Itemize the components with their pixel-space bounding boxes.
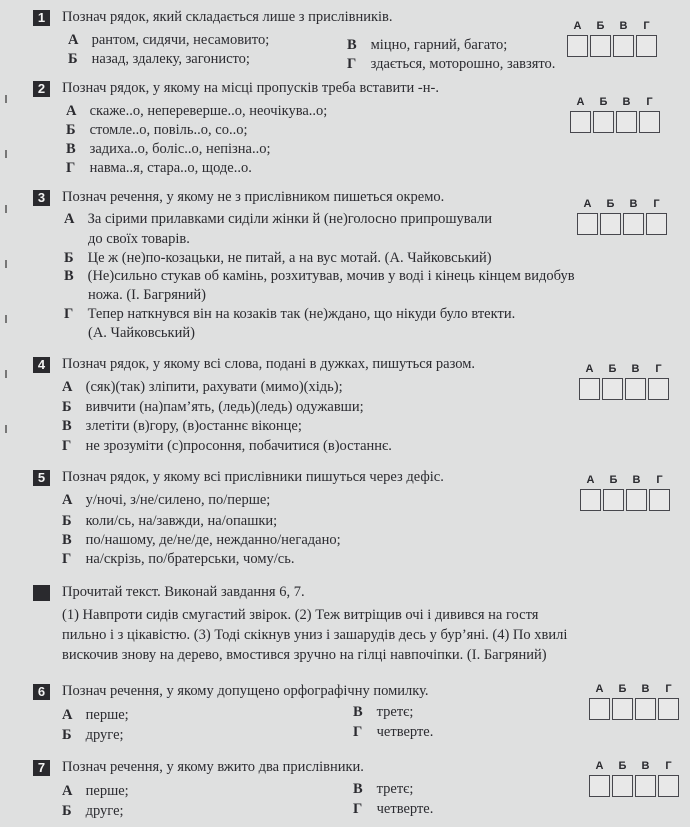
answer-cell[interactable] bbox=[567, 35, 588, 57]
option-letter: Б bbox=[64, 250, 74, 266]
grid-letter: Г bbox=[653, 198, 660, 210]
grid-letter: Г bbox=[655, 363, 662, 375]
option-text: коли/сь, на/завжди, на/опашки; bbox=[85, 513, 278, 529]
option-a[interactable] bbox=[66, 103, 327, 120]
margin-mark bbox=[5, 150, 7, 158]
option-text: задиха..о, боліс..о, непізна..о; bbox=[89, 141, 271, 157]
grid-letter: В bbox=[632, 474, 641, 486]
option-a[interactable] bbox=[68, 32, 269, 49]
option-g[interactable] bbox=[66, 160, 252, 177]
option-letter: Б bbox=[62, 513, 72, 529]
answer-grid bbox=[588, 760, 680, 800]
grid-letter: Г bbox=[646, 96, 653, 108]
reading-line: пильно і з цікавістю. (3) Тоді скікнув униз і зашарудів десь у бур’яні. (4) По хвилі bbox=[62, 627, 568, 643]
option-letter: Г bbox=[64, 306, 74, 322]
grid-letter: В bbox=[641, 683, 650, 695]
option-g[interactable] bbox=[62, 438, 392, 455]
option-v[interactable] bbox=[62, 532, 341, 549]
answer-grid-header bbox=[569, 96, 661, 110]
option-letter: А bbox=[62, 783, 73, 799]
option-v[interactable] bbox=[353, 781, 413, 798]
grid-letter: А bbox=[583, 198, 592, 210]
answer-grid-header bbox=[588, 683, 680, 697]
answer-cell[interactable] bbox=[649, 489, 670, 511]
option-letter: В bbox=[62, 418, 72, 434]
task-number: 4 bbox=[33, 357, 50, 373]
option-letter: В bbox=[66, 141, 76, 157]
grid-letter: В bbox=[631, 363, 640, 375]
option-letter: Б bbox=[66, 122, 76, 138]
option-g[interactable] bbox=[353, 724, 433, 741]
option-v[interactable] bbox=[353, 704, 413, 721]
task-number: 3 bbox=[33, 190, 50, 206]
grid-letter: А bbox=[595, 683, 604, 695]
grid-letter: А bbox=[586, 474, 595, 486]
grid-letter: Б bbox=[606, 198, 615, 210]
option-text: на/скрізь, по/братерськи, чому/сь. bbox=[85, 551, 295, 567]
option-g-continued: (А. Чайковський) bbox=[88, 325, 195, 341]
option-letter: А bbox=[68, 32, 79, 48]
answer-cell[interactable] bbox=[658, 775, 679, 797]
grid-letter: Б bbox=[618, 760, 627, 772]
grid-letter: Г bbox=[643, 20, 650, 32]
option-letter: Г bbox=[353, 724, 363, 740]
option-text: друге; bbox=[85, 803, 124, 819]
answer-cell[interactable] bbox=[623, 213, 644, 235]
answer-cell[interactable] bbox=[600, 213, 621, 235]
grid-letter: Б bbox=[608, 363, 617, 375]
task-question: Познач речення, у якому допущено орфографічну помилку. bbox=[62, 683, 429, 699]
answer-grid-header bbox=[588, 760, 680, 774]
answer-cell[interactable] bbox=[635, 775, 656, 797]
option-letter: В bbox=[347, 37, 357, 53]
grid-letter: В bbox=[641, 760, 650, 772]
option-text: (Не)сильно стукав об камінь, розхитував, мочив у воді і кінець кінцем видобув bbox=[87, 268, 575, 284]
reading-marker bbox=[33, 585, 50, 601]
grid-letter: Г bbox=[656, 474, 663, 486]
option-g[interactable] bbox=[62, 551, 294, 568]
reading-line: (1) Навпроти сидів смугастий звірок. (2) Теж витріщив очі і дивився на гостя bbox=[62, 607, 539, 623]
answer-cell[interactable] bbox=[646, 213, 667, 235]
option-text: перше; bbox=[85, 707, 129, 723]
answer-cell[interactable] bbox=[636, 35, 657, 57]
option-letter: Г bbox=[353, 801, 363, 817]
option-text: стомле..о, повіль..о, со..о; bbox=[89, 122, 248, 138]
option-text: назад, здалеку, загонисто; bbox=[91, 51, 250, 67]
option-v[interactable] bbox=[66, 141, 271, 158]
option-text: четверте. bbox=[376, 801, 434, 817]
answer-cell[interactable] bbox=[612, 698, 633, 720]
answer-cell[interactable] bbox=[580, 489, 601, 511]
task-question: Познач рядок, який складається лише з прислівників. bbox=[62, 9, 393, 25]
answer-cell[interactable] bbox=[579, 378, 600, 400]
answer-grid bbox=[578, 363, 670, 403]
answer-grid-header bbox=[579, 474, 671, 488]
option-text: Тепер наткнувся він на козаків так (не)ждано, що нікуди було втекти. bbox=[87, 306, 516, 322]
task-question: Познач рядок, у якому на місці пропусків треба вставити -н-. bbox=[62, 80, 439, 96]
option-a[interactable] bbox=[62, 492, 270, 509]
option-letter: В bbox=[353, 781, 363, 797]
answer-cell[interactable] bbox=[590, 35, 611, 57]
grid-letter: В bbox=[629, 198, 638, 210]
grid-letter: Г bbox=[665, 760, 672, 772]
option-letter: Г bbox=[62, 438, 72, 454]
option-text: четверте. bbox=[376, 724, 434, 740]
reading-instruction: Прочитай текст. Виконай завдання 6, 7. bbox=[62, 584, 305, 600]
option-b[interactable] bbox=[68, 51, 250, 68]
option-g[interactable] bbox=[353, 801, 433, 818]
answer-cell[interactable] bbox=[658, 698, 679, 720]
option-letter: Б bbox=[62, 803, 72, 819]
option-text: перше; bbox=[85, 783, 129, 799]
option-v[interactable] bbox=[62, 418, 302, 435]
option-letter: В bbox=[353, 704, 363, 720]
task-question: Познач речення, у якому вжито два прислівники. bbox=[62, 759, 364, 775]
answer-cell[interactable] bbox=[613, 35, 634, 57]
reading-text bbox=[62, 605, 672, 665]
option-text: Це ж (не)по-козацьки, не питай, а на вус мотай. (А. Чайковський) bbox=[87, 250, 492, 266]
option-text: третє; bbox=[376, 781, 414, 797]
answer-cell[interactable] bbox=[593, 111, 614, 133]
option-text: друге; bbox=[85, 727, 124, 743]
grid-letter: Г bbox=[665, 683, 672, 695]
margin-mark bbox=[5, 370, 7, 378]
option-letter: А bbox=[62, 492, 73, 508]
answer-grid bbox=[569, 96, 661, 136]
margin-mark bbox=[5, 205, 7, 213]
option-text: злетіти (в)гору, (в)останнє віконце; bbox=[85, 418, 302, 434]
answer-cell[interactable] bbox=[589, 775, 610, 797]
answer-grid bbox=[576, 198, 668, 238]
option-text: здається, моторошно, завзято. bbox=[370, 56, 556, 72]
answer-grid bbox=[588, 683, 680, 723]
option-text: у/ночі, з/не/силено, по/перше; bbox=[85, 492, 271, 508]
option-g[interactable] bbox=[347, 56, 555, 73]
option-letter: Б bbox=[62, 399, 72, 415]
option-letter: А bbox=[62, 707, 73, 723]
reading-line: вискочив знову на дерево, вмостився зручно на гілці навпочіпки. (І. Багряний) bbox=[62, 647, 547, 663]
option-v[interactable] bbox=[347, 37, 507, 54]
grid-letter: Б bbox=[609, 474, 618, 486]
answer-cell[interactable] bbox=[639, 111, 660, 133]
option-v[interactable] bbox=[64, 268, 575, 285]
option-text: вивчити (на)пам’ять, (ледь)(ледь) одужавши; bbox=[85, 399, 364, 415]
task-question: Познач речення, у якому не з прислівником пишеться окремо. bbox=[62, 189, 445, 205]
option-a-continued: до своїх товарів. bbox=[88, 231, 190, 247]
option-text: міцно, гарний, багато; bbox=[370, 37, 508, 53]
grid-letter: А bbox=[595, 760, 604, 772]
task-number: 5 bbox=[33, 470, 50, 486]
margin-mark bbox=[5, 315, 7, 323]
option-letter: Б bbox=[68, 51, 78, 67]
answer-cell[interactable] bbox=[626, 489, 647, 511]
answer-cell[interactable] bbox=[602, 378, 623, 400]
answer-cell[interactable] bbox=[589, 698, 610, 720]
answer-grid bbox=[579, 474, 671, 514]
option-v-continued: ножа. (І. Багряний) bbox=[88, 287, 206, 303]
answer-cell[interactable] bbox=[603, 489, 624, 511]
grid-letter: А bbox=[576, 96, 585, 108]
option-text: скаже..о, непереверше..о, неочікува..о; bbox=[89, 103, 328, 119]
margin-mark bbox=[5, 425, 7, 433]
option-letter: А bbox=[64, 211, 75, 227]
answer-cell[interactable] bbox=[570, 111, 591, 133]
option-letter: В bbox=[62, 532, 72, 548]
grid-letter: В bbox=[622, 96, 631, 108]
task-number: 6 bbox=[33, 684, 50, 700]
option-text: не зрозуміти (с)просоння, побачитися (в)останнє. bbox=[85, 438, 392, 454]
option-text: навма..я, стара..о, щоде..о. bbox=[89, 160, 252, 176]
task-number: 2 bbox=[33, 81, 50, 97]
answer-grid-header bbox=[578, 363, 670, 377]
option-a[interactable] bbox=[62, 707, 129, 724]
option-g[interactable] bbox=[64, 306, 515, 323]
answer-cell[interactable] bbox=[635, 698, 656, 720]
grid-letter: В bbox=[619, 20, 628, 32]
task-question: Познач рядок, у якому всі прислівники пишуться через дефіс. bbox=[62, 469, 444, 485]
task-number: 7 bbox=[33, 760, 50, 776]
option-b[interactable] bbox=[64, 250, 492, 267]
task-question: Познач рядок, у якому всі слова, подані в дужках, пишуться разом. bbox=[62, 356, 476, 372]
grid-letter: Б bbox=[596, 20, 605, 32]
option-b[interactable] bbox=[66, 122, 247, 139]
option-letter: Г bbox=[62, 551, 72, 567]
grid-letter: Б bbox=[599, 96, 608, 108]
option-b[interactable] bbox=[62, 803, 124, 820]
grid-letter: Б bbox=[618, 683, 627, 695]
margin-mark bbox=[5, 260, 7, 268]
option-letter: Б bbox=[62, 727, 72, 743]
option-letter: В bbox=[64, 268, 74, 284]
option-letter: А bbox=[66, 103, 77, 119]
option-text: третє; bbox=[376, 704, 414, 720]
option-letter: Г bbox=[347, 56, 357, 72]
option-a[interactable] bbox=[62, 783, 129, 800]
answer-grid-header bbox=[576, 198, 668, 212]
answer-grid-header bbox=[566, 20, 658, 34]
grid-letter: А bbox=[573, 20, 582, 32]
option-b[interactable] bbox=[62, 513, 277, 530]
grid-letter: А bbox=[585, 363, 594, 375]
answer-cell[interactable] bbox=[616, 111, 637, 133]
option-b[interactable] bbox=[62, 727, 124, 744]
answer-cell[interactable] bbox=[577, 213, 598, 235]
task-number: 1 bbox=[33, 10, 50, 26]
option-b[interactable] bbox=[62, 399, 364, 416]
answer-grid bbox=[566, 20, 658, 60]
option-text: За сірими прилавками сиділи жінки й (не)голосно припрошували bbox=[87, 211, 493, 227]
answer-cell[interactable] bbox=[648, 378, 669, 400]
option-a[interactable] bbox=[62, 379, 343, 396]
option-letter: Г bbox=[66, 160, 76, 176]
option-text: рантом, сидячи, несамовито; bbox=[91, 32, 270, 48]
answer-cell[interactable] bbox=[625, 378, 646, 400]
option-text: (сяк)(так) зліпити, рахувати (мимо)(хідь); bbox=[85, 379, 343, 395]
option-letter: А bbox=[62, 379, 73, 395]
answer-cell[interactable] bbox=[612, 775, 633, 797]
option-text: по/нашому, де/не/де, нежданно/негадано; bbox=[85, 532, 341, 548]
margin-mark bbox=[5, 95, 7, 103]
option-a[interactable] bbox=[64, 211, 492, 228]
